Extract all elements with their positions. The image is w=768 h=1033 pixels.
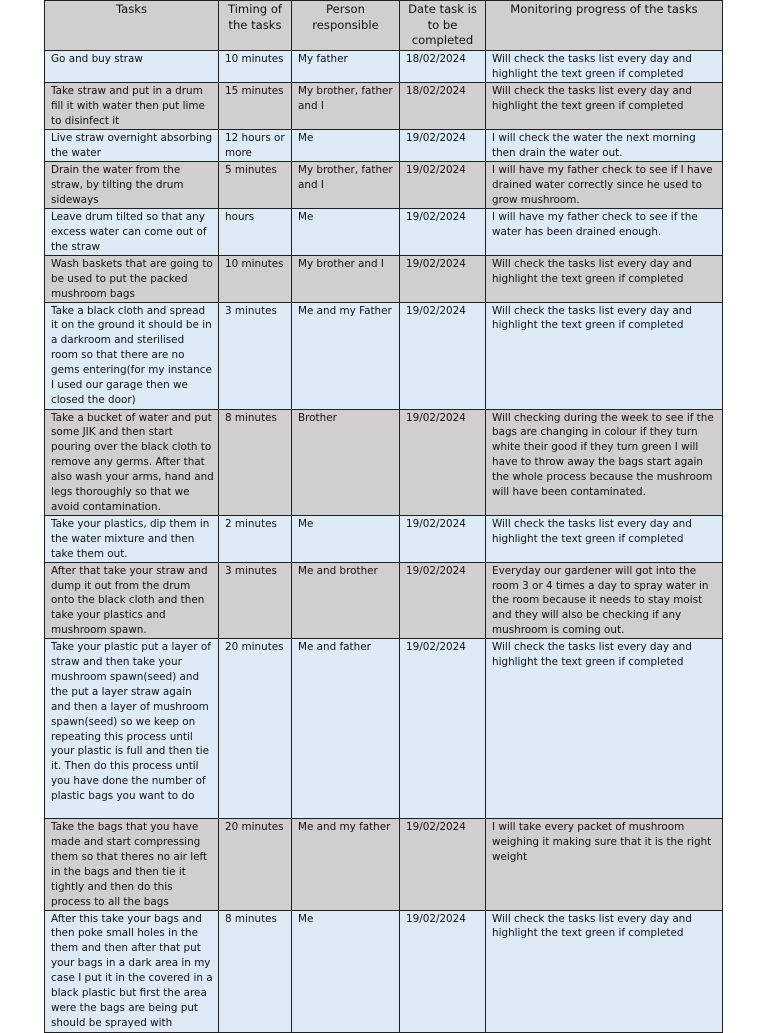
table-body <box>45 51 723 1033</box>
monitoring-cell: Will check the tasks list every day and highlight the text green if completed <box>486 910 723 1032</box>
task-cell: Take your plastics, dip them in the water mixture and then take them out. <box>45 515 219 562</box>
person-cell: My brother, father and I <box>292 161 400 208</box>
date-cell: 19/02/2024 <box>400 562 486 639</box>
monitoring-cell: Everyday our gardener will got into the room 3 or 4 times a day to spray water in the room because it needs to stay moist and they will also be checking if any mushroom is coming out. <box>486 562 723 639</box>
timing-cell: 15 minutes <box>219 82 292 129</box>
timing-cell: 2 minutes <box>219 515 292 562</box>
task-cell: Drain the water from the straw, by tilting the drum sideways <box>45 161 219 208</box>
person-cell: Me <box>292 208 400 255</box>
table-row <box>45 51 723 83</box>
timing-cell: 8 minutes <box>219 910 292 1032</box>
monitoring-cell: I will take every packet of mushroom weighing it making sure that it is the right weight <box>486 819 723 910</box>
date-cell: 19/02/2024 <box>400 409 486 515</box>
task-cell: After that take your straw and dump it out from the drum onto the black cloth and then take your plastics and mushroom spawn. <box>45 562 219 639</box>
date-cell: 18/02/2024 <box>400 51 486 83</box>
date-cell: 19/02/2024 <box>400 910 486 1032</box>
date-cell: 19/02/2024 <box>400 515 486 562</box>
task-cell: After this take your bags and then poke small holes in the them and then after that put your bags in a dark area in my case I put it in the covered in a black plastic but first the area were the bags are being put should be sprayed with <box>45 910 219 1032</box>
person-cell: Brother <box>292 409 400 515</box>
date-cell: 19/02/2024 <box>400 255 486 302</box>
timing-cell: 10 minutes <box>219 255 292 302</box>
monitoring-cell: I will have my father check to see if I have drained water correctly since he used to grow mushroom. <box>486 161 723 208</box>
date-cell: 19/02/2024 <box>400 161 486 208</box>
monitoring-cell: I will check the water the next morning then drain the water out. <box>486 129 723 161</box>
timing-cell: 5 minutes <box>219 161 292 208</box>
monitoring-cell: Will check the tasks list every day and highlight the text green if completed <box>486 255 723 302</box>
timing-cell: 3 minutes <box>219 302 292 409</box>
timing-cell: 20 minutes <box>219 639 292 819</box>
header-person: Person responsible <box>292 1 400 51</box>
header-tasks: Tasks <box>45 1 219 51</box>
table-row <box>45 82 723 129</box>
table-row <box>45 515 723 562</box>
task-plan-document <box>44 0 722 1033</box>
table-row <box>45 639 723 819</box>
monitoring-cell: Will check the tasks list every day and highlight the text green if completed <box>486 302 723 409</box>
monitoring-cell: Will check the tasks list every day and highlight the text green if completed <box>486 51 723 83</box>
table-row <box>45 161 723 208</box>
person-cell: Me and brother <box>292 562 400 639</box>
table-header-row <box>45 1 723 51</box>
person-cell: Me and father <box>292 639 400 819</box>
monitoring-cell: Will check the tasks list every day and highlight the text green if completed <box>486 82 723 129</box>
header-monitoring: Monitoring progress of the tasks <box>486 1 723 51</box>
timing-cell: 10 minutes <box>219 51 292 83</box>
timing-cell: 12 hours or more <box>219 129 292 161</box>
header-timing: Timing of the tasks <box>219 1 292 51</box>
date-cell: 19/02/2024 <box>400 819 486 910</box>
task-cell: Wash baskets that are going to be used to put the packed mushroom bags <box>45 255 219 302</box>
task-cell: Take your plastic put a layer of straw and then take your mushroom spawn(seed) and the put a layer straw again and then a layer of mushroom spawn(seed) so we keep on repeating this process until your plastic is full and then tie it. Then do this process until you have done the number of plastic bags you want to do <box>45 639 219 819</box>
timing-cell: 8 minutes <box>219 409 292 515</box>
person-cell: Me <box>292 910 400 1032</box>
task-cell: Go and buy straw <box>45 51 219 83</box>
task-cell: Take the bags that you have made and start compressing them so that theres no air left in the bags and then tie it tightly and then do this process to all the bags <box>45 819 219 910</box>
timing-cell: hours <box>219 208 292 255</box>
task-table <box>44 0 723 1033</box>
person-cell: Me <box>292 515 400 562</box>
monitoring-cell: I will have my father check to see if the water has been drained enough. <box>486 208 723 255</box>
date-cell: 19/02/2024 <box>400 639 486 819</box>
date-cell: 19/02/2024 <box>400 302 486 409</box>
date-cell: 19/02/2024 <box>400 208 486 255</box>
task-cell: Take a black cloth and spread it on the ground it should be in a darkroom and sterilised room so that there are no gems entering(for my instance I used our garage then we closed the door) <box>45 302 219 409</box>
person-cell: Me and my Father <box>292 302 400 409</box>
table-row <box>45 302 723 409</box>
person-cell: My brother, father and I <box>292 82 400 129</box>
table-row <box>45 819 723 910</box>
task-cell: Leave drum tilted so that any excess water can come out of the straw <box>45 208 219 255</box>
table-row <box>45 910 723 1032</box>
date-cell: 19/02/2024 <box>400 129 486 161</box>
date-cell: 18/02/2024 <box>400 82 486 129</box>
header-date: Date task is to be completed <box>400 1 486 51</box>
task-cell: Take a bucket of water and put some JIK and then start pouring over the black cloth to remove any germs. After that also wash your arms, hand and legs thoroughly so that we avoid contamination. <box>45 409 219 515</box>
timing-cell: 20 minutes <box>219 819 292 910</box>
person-cell: Me <box>292 129 400 161</box>
table-row <box>45 208 723 255</box>
table-row <box>45 562 723 639</box>
task-cell: Live straw overnight absorbing the water <box>45 129 219 161</box>
monitoring-cell: Will check the tasks list every day and highlight the text green if completed <box>486 515 723 562</box>
table-row <box>45 255 723 302</box>
table-row <box>45 409 723 515</box>
person-cell: My father <box>292 51 400 83</box>
timing-cell: 3 minutes <box>219 562 292 639</box>
table-row <box>45 129 723 161</box>
monitoring-cell: Will checking during the week to see if the bags are changing in colour if they turn white their good if they turn green I will have to throw away the bags start again the whole process because the mushroom will have been contaminated. <box>486 409 723 515</box>
task-cell: Take straw and put in a drum fill it with water then put lime to disinfect it <box>45 82 219 129</box>
person-cell: My brother and I <box>292 255 400 302</box>
monitoring-cell: Will check the tasks list every day and highlight the text green if completed <box>486 639 723 819</box>
person-cell: Me and my father <box>292 819 400 910</box>
